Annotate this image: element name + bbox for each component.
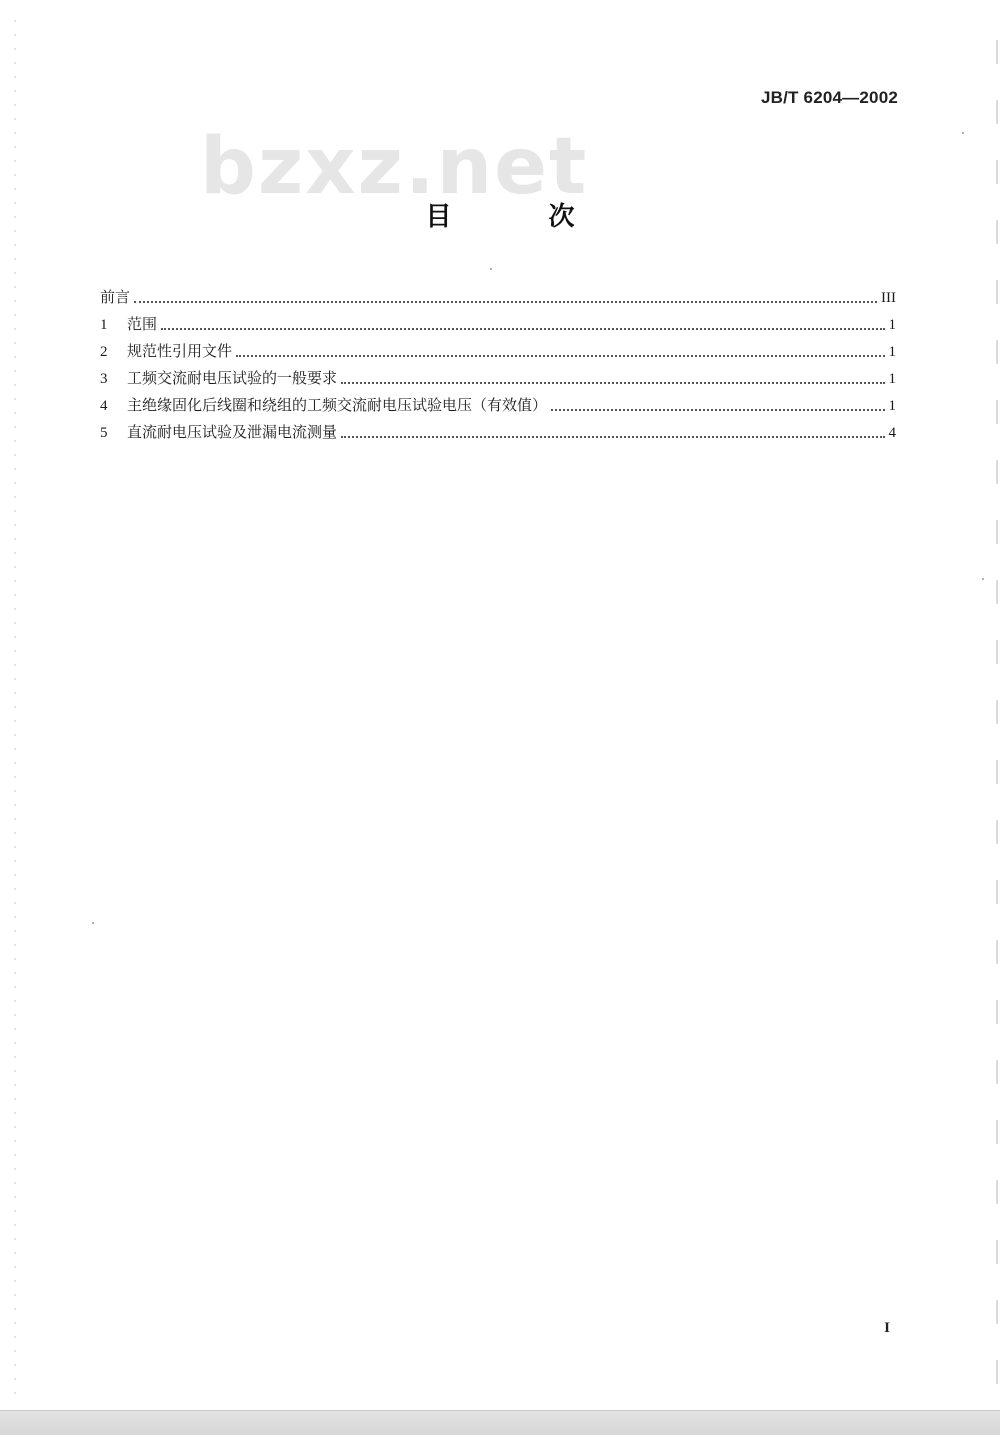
scan-speck xyxy=(962,132,964,134)
toc-leader-dots xyxy=(341,382,884,384)
toc-entry-test-voltage[interactable] xyxy=(100,388,896,415)
scan-edge-right xyxy=(996,40,998,1400)
toc-entry-number: 5 xyxy=(100,425,108,441)
toc-entry-number: 2 xyxy=(100,344,108,360)
toc-entry-page: 4 xyxy=(888,425,896,441)
toc-entry-label: 规范性引用文件 xyxy=(127,342,233,360)
toc-leader-dots xyxy=(161,328,884,330)
toc-leader-dots xyxy=(134,301,877,303)
toc-entry-label: 主绝缘固化后线圈和绕组的工频交流耐电压试验电压（有效值） xyxy=(127,396,548,414)
toc-entry-number: 1 xyxy=(100,317,108,333)
table-of-contents xyxy=(100,280,896,442)
viewer-bottom-bar xyxy=(0,1410,1000,1435)
standard-code: JB/T 6204—2002 xyxy=(761,88,898,107)
toc-title: 目 次 xyxy=(425,202,619,232)
toc-entry-label: 工频交流耐电压试验的一般要求 xyxy=(127,369,338,387)
toc-entry-page: 1 xyxy=(888,398,896,414)
toc-entry-general-requirements[interactable] xyxy=(100,361,896,388)
toc-entry-page: 1 xyxy=(888,371,896,387)
toc-entry-page: III xyxy=(881,290,896,306)
scan-speck xyxy=(982,578,984,580)
scan-speck xyxy=(92,922,94,924)
toc-entry-page: 1 xyxy=(888,317,896,333)
toc-entry-normative-references[interactable] xyxy=(100,334,896,361)
toc-entry-scope[interactable] xyxy=(100,307,896,334)
page-number: I xyxy=(884,1320,890,1336)
toc-leader-dots xyxy=(551,409,884,411)
toc-entry-label: 直流耐电压试验及泄漏电流测量 xyxy=(127,423,338,441)
toc-entry-number: 4 xyxy=(100,398,108,414)
scan-speck xyxy=(490,268,492,270)
toc-entry-dc-test[interactable] xyxy=(100,415,896,442)
toc-leader-dots xyxy=(236,355,884,357)
toc-entry-label: 范围 xyxy=(127,315,158,333)
toc-entry-foreword[interactable] xyxy=(100,280,896,307)
toc-leader-dots xyxy=(341,436,884,438)
toc-entry-label: 前言 xyxy=(100,288,131,306)
toc-entry-number: 3 xyxy=(100,371,108,387)
watermark: bzxz.net xyxy=(200,122,589,212)
toc-entry-page: 1 xyxy=(888,344,896,360)
